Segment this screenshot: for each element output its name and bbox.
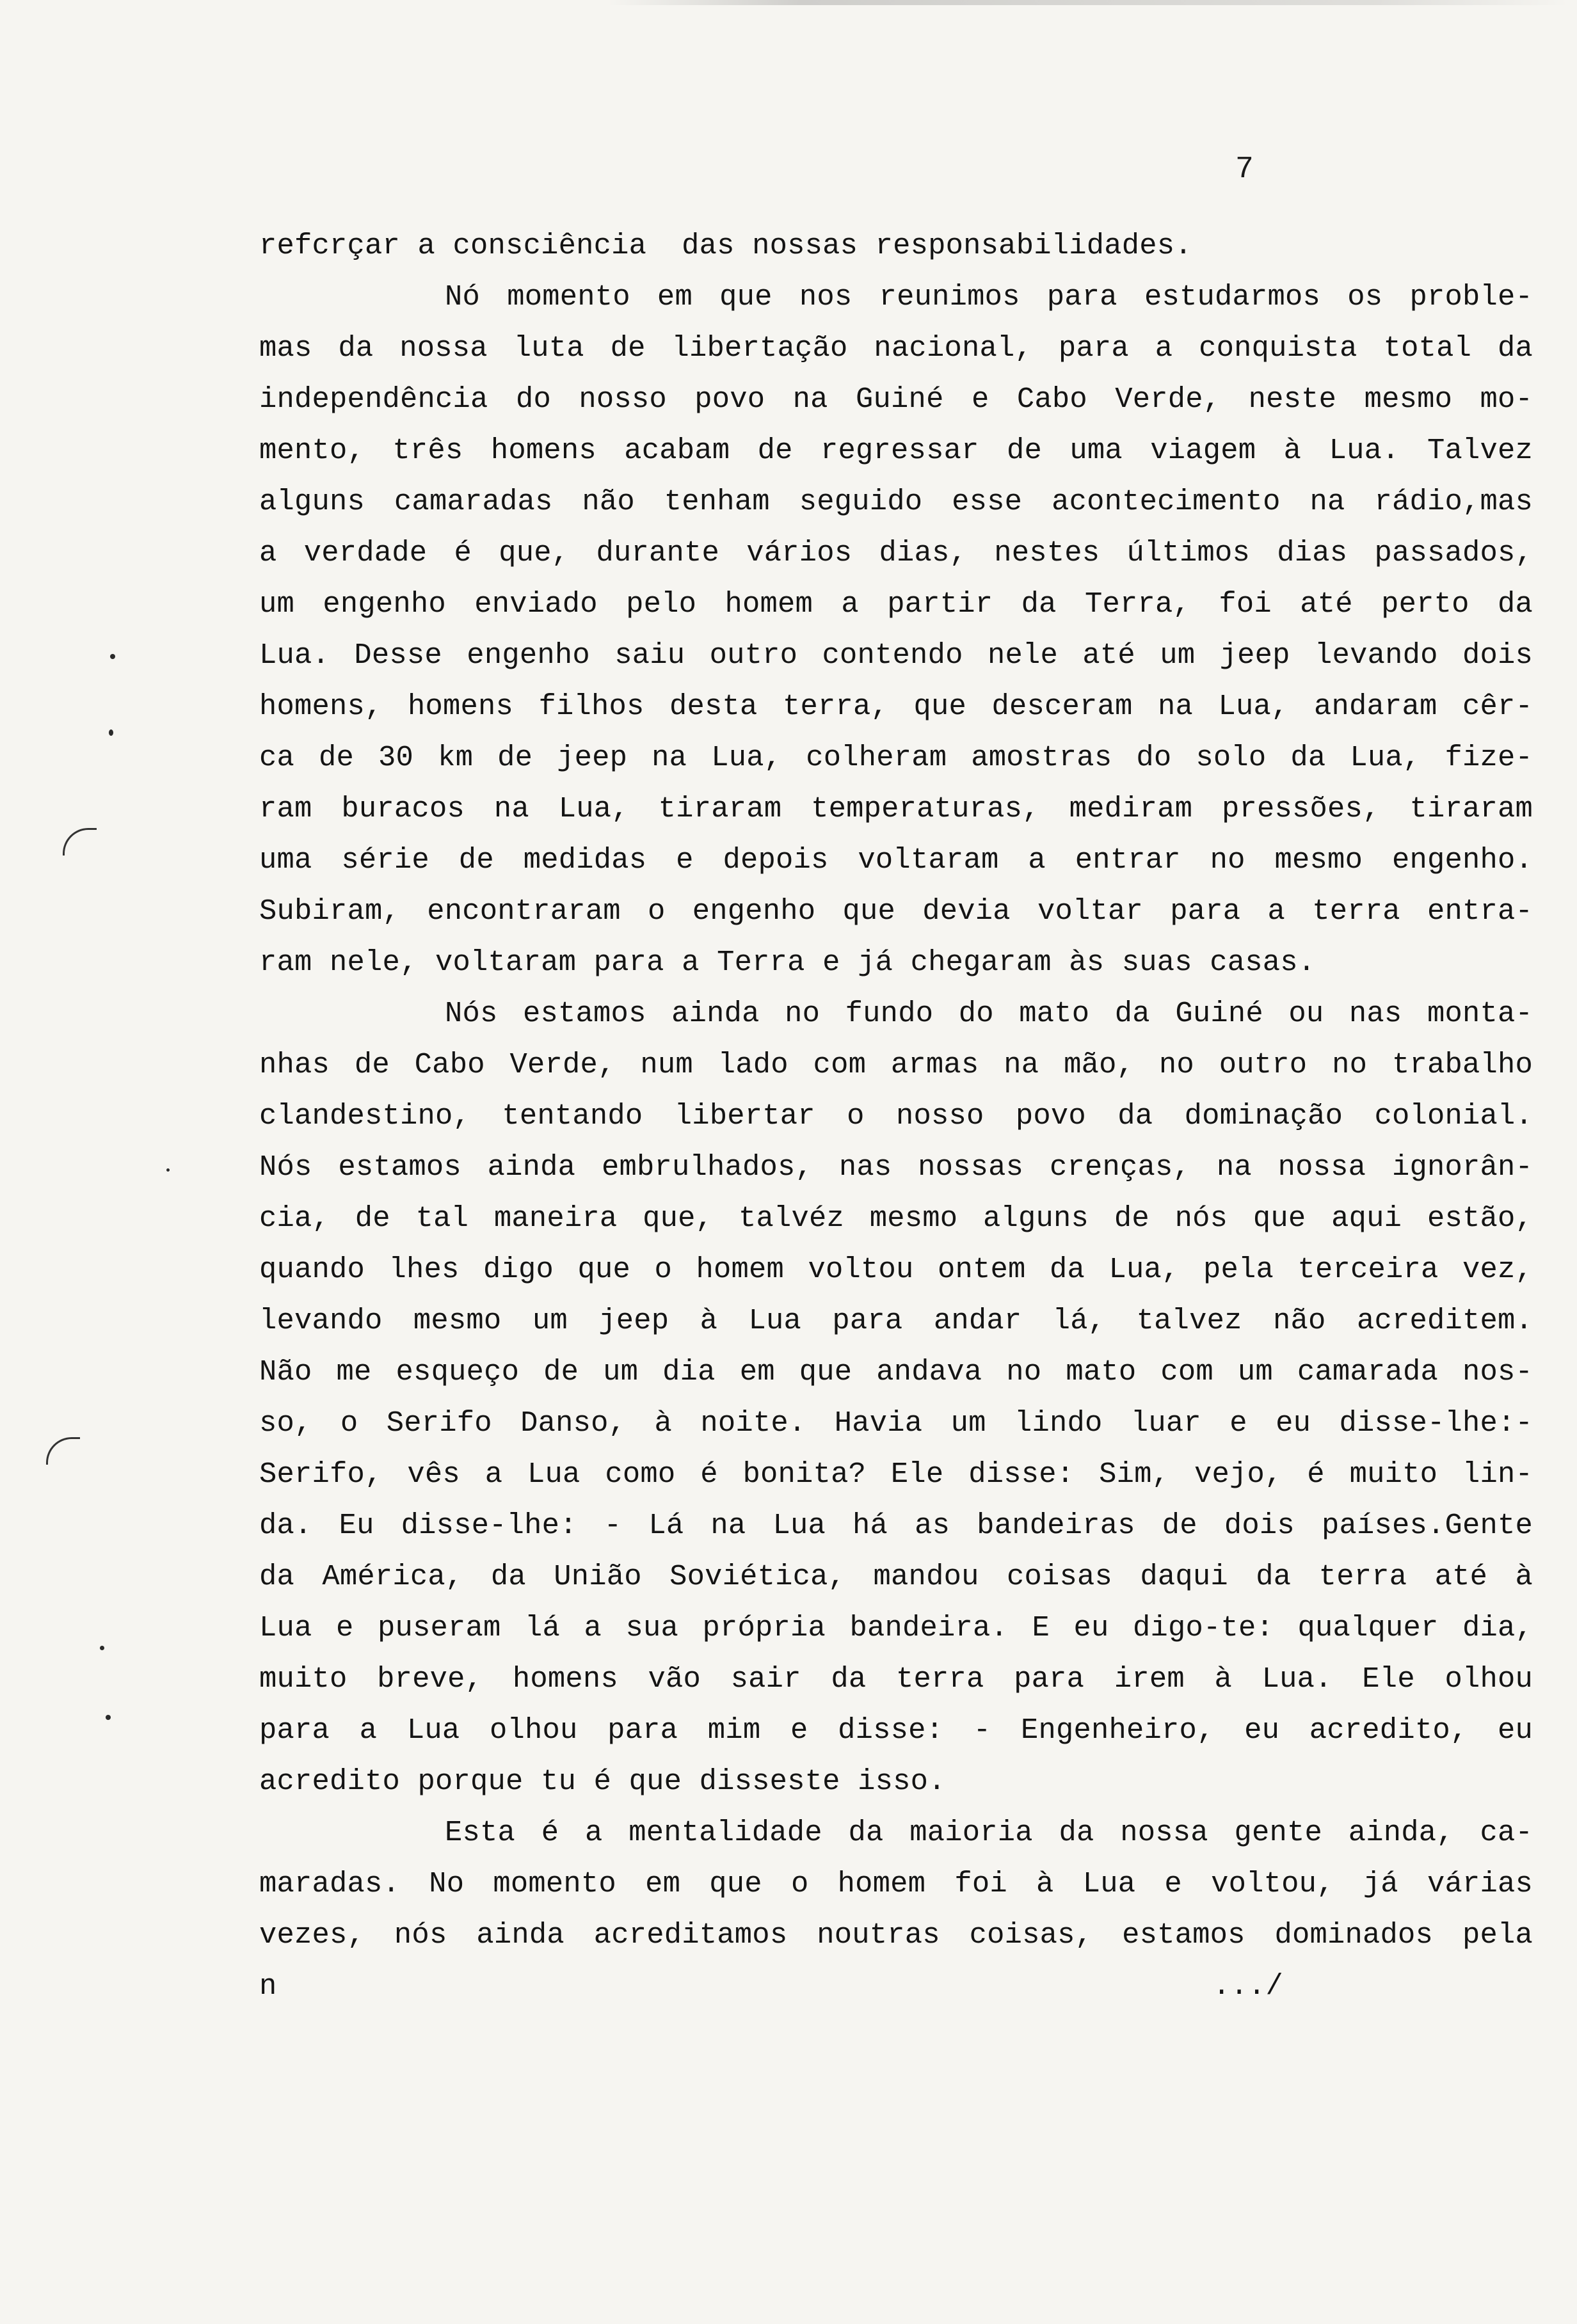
text-line: ca de 30 km de jeep na Lua, colheram amostras do solo da Lua, fize- bbox=[259, 741, 1533, 774]
text-line: Não me esqueço de um dia em que andava no mato com um camarada nos- bbox=[259, 1355, 1533, 1389]
margin-hole-mark bbox=[46, 1437, 80, 1465]
text-line: acredito porque tu é que disseste isso. bbox=[259, 1765, 946, 1798]
text-line: mas da nossa luta de libertação nacional, para a conquista total da bbox=[259, 331, 1533, 365]
text-line: ram nele, voltaram para a Terra e já chegaram às suas casas. bbox=[259, 946, 1316, 979]
text-line: para a Lua olhou para mim e disse: - Engenheiro, eu acredito, eu bbox=[259, 1714, 1533, 1747]
text-line: mento, três homens acabam de regressar de uma viagem à Lua. Talvez bbox=[259, 434, 1533, 467]
margin-dot-mark bbox=[166, 1168, 170, 1172]
text-line: Nó momento em que nos reunimos para estudarmos os proble- bbox=[445, 280, 1533, 314]
margin-dot-mark bbox=[110, 654, 115, 659]
page-footer bbox=[259, 1961, 1533, 2012]
margin-dot-mark bbox=[109, 729, 113, 736]
text-line: Lua e puseram lá a sua própria bandeira. E eu digo-te: qualquer dia, bbox=[259, 1611, 1533, 1644]
margin-hole-mark bbox=[63, 828, 97, 856]
text-line: independência do nosso povo na Guiné e Cabo Verde, neste mesmo mo- bbox=[259, 383, 1533, 416]
text-line: quando lhes digo que o homem voltou ontem da Lua, pela terceira vez, bbox=[259, 1253, 1533, 1286]
text-line: um engenho enviado pelo homem a partir da Terra, foi até perto da bbox=[259, 587, 1533, 621]
body-text bbox=[259, 220, 1533, 2012]
text-line: Serifo, vês a Lua como é bonita? Ele disse: Sim, vejo, é muito lin- bbox=[259, 1458, 1533, 1491]
text-line: alguns camaradas não tenham seguido esse acontecimento na rádio,mas bbox=[259, 485, 1533, 518]
text-line: Lua. Desse engenho saiu outro contendo nele até um jeep levando dois bbox=[259, 639, 1533, 672]
scan-edge-mark bbox=[608, 0, 1568, 5]
text-line: a verdade é que, durante vários dias, nestes últimos dias passados, bbox=[259, 536, 1533, 569]
catchword: n bbox=[259, 1970, 277, 2003]
text-line: cia, de tal maneira que, talvéz mesmo alguns de nós que aqui estão, bbox=[259, 1202, 1533, 1235]
text-line: clandestino, tentando libertar o nosso povo da dominação colonial. bbox=[259, 1099, 1533, 1133]
text-line: levando mesmo um jeep à Lua para andar lá, talvez não acreditem. bbox=[259, 1304, 1533, 1337]
text-line: refcrçar a consciência das nossas responsabilidades. bbox=[259, 229, 1192, 262]
text-line: Nós estamos ainda embrulhados, nas nossas crenças, na nossa ignorân- bbox=[259, 1150, 1533, 1184]
page-number: 7 bbox=[1235, 152, 1254, 187]
text-line: Nós estamos ainda no fundo do mato da Guiné ou nas monta- bbox=[445, 997, 1533, 1030]
text-line: homens, homens filhos desta terra, que desceram na Lua, andaram cêr- bbox=[259, 690, 1533, 723]
text-line: Subiram, encontraram o engenho que devia voltar para a terra entra- bbox=[259, 895, 1533, 928]
text-line: ram buracos na Lua, tiraram temperaturas, mediram pressões, tiraram bbox=[259, 792, 1533, 825]
text-line: muito breve, homens vão sair da terra para irem à Lua. Ele olhou bbox=[259, 1662, 1533, 1696]
margin-dot-mark bbox=[100, 1646, 104, 1650]
text-line: Esta é a mentalidade da maioria da nossa gente ainda, ca- bbox=[445, 1816, 1533, 1849]
text-line: nhas de Cabo Verde, num lado com armas na mão, no outro no trabalho bbox=[259, 1048, 1533, 1081]
text-line: maradas. No momento em que o homem foi à Lua e voltou, já várias bbox=[259, 1867, 1533, 1900]
text-line: uma série de medidas e depois voltaram a entrar no mesmo engenho. bbox=[259, 843, 1533, 877]
continuation-mark: .../ bbox=[1212, 1970, 1283, 2003]
text-line: da América, da União Soviética, mandou coisas daqui da terra até à bbox=[259, 1560, 1533, 1593]
text-line: so, o Serifo Danso, à noite. Havia um lindo luar e eu disse-lhe:- bbox=[259, 1406, 1533, 1440]
text-line: vezes, nós ainda acreditamos noutras coisas, estamos dominados pela bbox=[259, 1918, 1533, 1952]
text-line: da. Eu disse-lhe: - Lá na Lua há as bandeiras de dois países.Gente bbox=[259, 1509, 1533, 1542]
margin-dot-mark bbox=[106, 1715, 111, 1720]
